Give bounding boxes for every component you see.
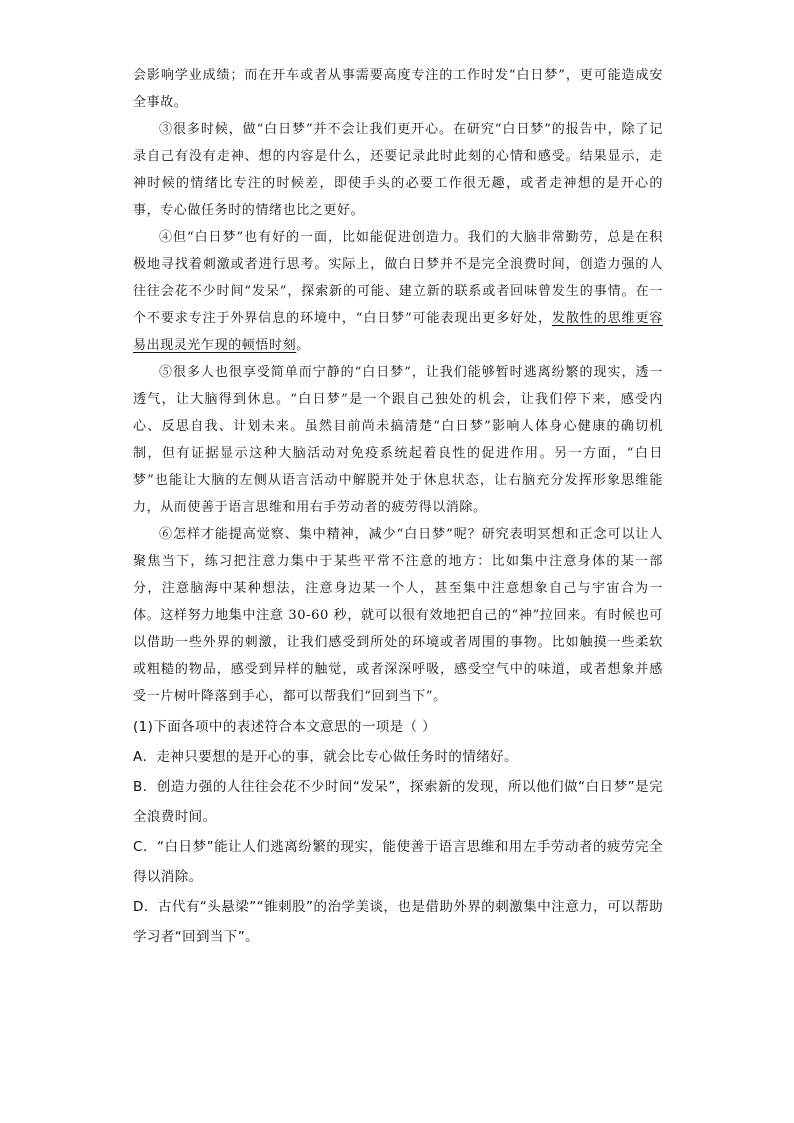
paragraph-4-end: 。 [296, 338, 310, 353]
option-d[interactable]: D．古代有“头悬梁”“锥刺股”的治学美谈，也是借助外界的刺激集中注意力，可以帮助学习者“回到当下”。 [133, 899, 663, 945]
option-c[interactable]: C．“白日梦”能让人们逃离纷繁的现实，能使善于语言思维和用左手劳动者的疲劳完全得以消除。 [133, 839, 663, 885]
passage-paragraph-4 [133, 224, 663, 359]
option-a[interactable]: A．走神只要想的是开心的事，就会比专心做任务时的情绪好。 [133, 749, 518, 765]
question-stem: (1)下面各项中的表述符合本文意思的一项是（ ） [133, 719, 437, 735]
option-b[interactable]: B．创造力强的人往往会花不少时间“发呆”，探索新的发现，所以他们做“白日梦”是完全浪费时间。 [133, 779, 663, 825]
passage-paragraph-3: ③很多时候，做“白日梦”并不会让我们更开心。在研究“白日梦”的报告中，除了记录自己有没有走神、想的内容是什么，还要记录此时此刻的心情和感受。结果显示，走神时候的情绪比专注的时候差，即使手头的必要工作很无趣，或者走神想的是开心的事，专心做任务时的情绪也比之更好。 [133, 122, 663, 218]
passage-paragraph-5: ⑤很多人也很享受简单而宁静的“白日梦”，让我们能够暂时逃离纷繁的现实，透一透气，让大脑得到休息。“白日梦”是一个跟自己独处的机会，让我们停下来，感受内心、反思自我、计划未来。虽然目前尚未搞清楚“白日梦”影响人体身心健康的确切机制，但有证据显示这种大脑活动对免疫系统起着良性的促进作用。另一方面，“白日梦”也能让大脑的左侧从语言活动中解脱并处于休息状态，让右脑充分发挥形象思维能力，从而使善于语言思维和用右手劳动者的疲劳得以消除。 [133, 365, 663, 515]
passage-paragraph-6: ⑥怎样才能提高觉察、集中精神，减少“白日梦”呢？研究表明冥想和正念可以让人聚焦当下，练习把注意力集中于某些平常不注意的地方：比如集中注意身体的某一部分，注意脑海中某种想法，注意身边某一个人，甚至集中注意想象自己与宇宙合为一体。这样努力地集中注意 30-60 秒，就可以很有效地把自己的“神”拉回来。有时候也可以借助一些外界的刺激，让我们感受到所处的环境或者周围的事物。比如触摸一些柔软或粗糙的物品，感受到异样的触觉，或者深深呼吸，感受空气中的味道，或者想象并感受一片树叶降落到手心，都可以帮我们“回到当下”。 [133, 527, 663, 704]
passage-paragraph-continuation: 会影响学业成绩；而在开车或者从事需要高度专注的工作时发“白日梦”，更可能造成安全事故。 [133, 68, 663, 110]
paragraph-4-text: ④但“白日梦”也有好的一面，比如能促进创造力。我们的大脑非常勤劳，总是在积极地寻找着刺激或者进行思考。实际上，做白日梦并不是完全浪费时间，创造力强的人往往会花不少时间“发呆”，探索新的可能、建立新的联系或者回味曾发生的事情。在一个不要求专注于外界信息的环境中，“白日梦”可能表现出更多好处， [133, 230, 663, 326]
underlined-sentence: 发散性的思维更容易出现灵光乍现的顿悟时刻 [133, 311, 663, 353]
document-page [133, 62, 663, 952]
